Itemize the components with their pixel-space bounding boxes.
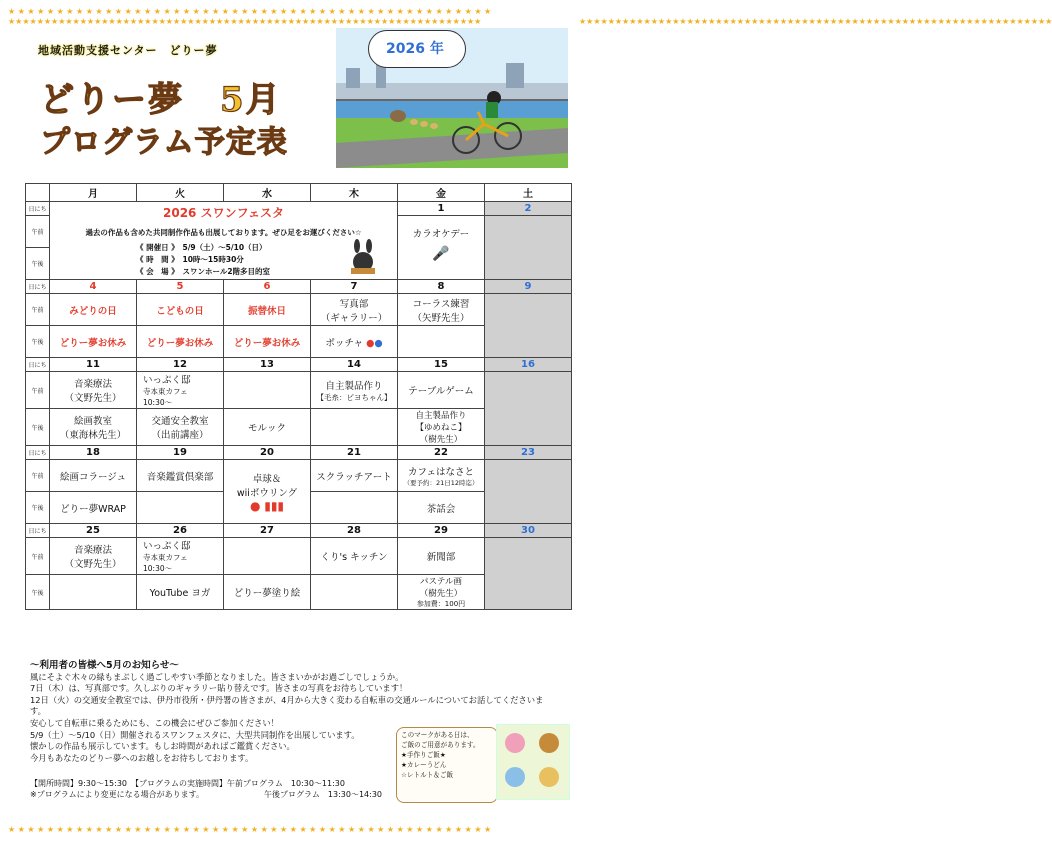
meal-mark-box: このマークがある日は、 ご飯のご用意があります。 ★手作りご飯★ ★カレーうどん ☆レトルト＆ご飯: [396, 727, 498, 803]
program-traffic-safety: 交通安全教室 （出前講座）: [137, 409, 224, 446]
star-border-right: ★★★★★★★★★★★★★★★★★★★★★★★★★★★★★★★★★★★★★★★★★★★★★★★★★★★★★★★★★★★★★★★★★★: [579, 17, 1052, 26]
row-label: 日にち: [26, 202, 50, 216]
star-border-top: ★ ★ ★ ★ ★ ★ ★ ★ ★ ★ ★ ★ ★ ★ ★ ★ ★ ★ ★ ★ ★ ★ ★ ★ ★ ★ ★ ★ ★ ★ ★ ★ ★ ★ ★ ★ ★ ★ ★ ★ ★ ★ ★ ★ ★ ★ ★ ★ ★ ★: [8, 7, 492, 16]
weekday-mon: 月: [50, 184, 137, 202]
program-newspaper: 新聞部: [398, 538, 485, 575]
program-boccia: ボッチャ ●●: [311, 326, 398, 358]
festival-notice-cell: [50, 202, 398, 280]
holiday-label: 振替休日: [224, 294, 311, 326]
program-karaoke: カラオケデー 🎤: [398, 216, 485, 280]
weekday-thu: 木: [311, 184, 398, 202]
festival-title: 2026 スワンフェスタ: [163, 206, 284, 220]
program-cafe-hanasato: カフェはなさと （要予約：21日12時迄）: [398, 460, 485, 492]
animal-characters-illustration: [496, 724, 570, 800]
closed-label: どりー夢お休み: [224, 326, 311, 358]
boccia-ball-icon: ●: [366, 337, 375, 349]
program-scratch-art: スクラッチアート: [311, 460, 398, 492]
holiday-label: みどりの日: [50, 294, 137, 326]
weekday-tue: 火: [137, 184, 224, 202]
week5-date-row: 日にち 25 26 27 28 29 30: [26, 524, 572, 538]
notice-line: 7日（木）は、写真部です。久しぶりのギャラリー貼り替えです。皆さまの写真をお待ちしています！: [30, 683, 408, 694]
week3-date-row: 日にち 11 12 13 14 15 16: [26, 358, 572, 372]
program-kuris-kitchen: くり's キッチン: [311, 538, 398, 575]
program-ippuku: いっぷく邸 寺本東カフェ 10:30～: [137, 538, 224, 575]
date-cell: 1: [398, 202, 485, 216]
notice-line: 懐かしの作品も展示しています。もしお時間があればご鑑賞ください。: [30, 741, 295, 752]
program-tea-party: 茶話会: [398, 492, 485, 524]
week4-date-row: 日にち 18 19 20 21 22 23: [26, 446, 572, 460]
program-table-game: テーブルゲーム: [398, 372, 485, 409]
closed-label: どりー夢お休み: [50, 326, 137, 358]
week1-date-row: [26, 202, 572, 216]
cycling-scene-illustration: [336, 28, 568, 168]
star-border-bottom: ★ ★ ★ ★ ★ ★ ★ ★ ★ ★ ★ ★ ★ ★ ★ ★ ★ ★ ★ ★ ★ ★ ★ ★ ★ ★ ★ ★ ★ ★ ★ ★ ★ ★ ★ ★ ★ ★ ★ ★ ★ ★ ★ ★ ★ ★ ★ ★ ★ ★: [8, 825, 492, 834]
program-music-appreciation: 音楽鑑賞倶楽部: [137, 460, 224, 492]
program-molkky: モルック: [224, 409, 311, 446]
festival-time: 《 時 間 》 10時～15時30分: [136, 255, 244, 264]
festival-desc: 過去の作品も含めた共同制作作品も出展しております。ぜひ足をお運びください☆: [85, 228, 362, 237]
program-wrap: どりー夢WRAP: [50, 492, 137, 524]
weekday-header-row: [26, 184, 572, 202]
notice-line: 安心して自転車に乗るためにも、この機会にぜひご参加ください！: [30, 717, 279, 728]
page-title-line1: どりー夢 5月: [40, 80, 282, 120]
program-chorus: コーラス練習 （矢野先生）: [398, 294, 485, 326]
notice-line: 今月もあなたのどりー夢へのお越しをお待ちしております。: [30, 752, 254, 763]
program-handmade-yumeneko: 自主製品作り 【ゆめねこ】 （樹先生）: [398, 409, 485, 446]
program-calendar: 月 火 水 木 金 土 日にち 2026 スワンフェスタ 過去の作品も含めた共同制作作品も出展しております。ぜひ足をお運びください☆ 《 開催日 》 5/9（土）～5/10（日） 《 時 間 》 10時～15時30分 《 会 場 》 スワンホール2階多目的室 1 2 午前 カラオケデー 🎤 午後 日にち 4 5 6 7 8 9 午前 みどりの日 こどもの日 振替休日 写真部 （ギャラリー） コーラス練習 （矢野先生） 午後 どりー夢お休み どりー夢お休み どりー夢お休み ボッチャ ●● 日にち 11 12 13 14 15 16 午前 音楽療法 （文野先生） いっぷく邸 寺本東カフェ 10:30～ 自主製品作り 【毛糸：ピヨちゃん】 テーブルゲーム 午後 絵画教室 （東海林先生） 交通安全教室 （出前講座） モルック 自主製品作り 【ゆめねこ】 （樹先生） 日にち 18 19 20 21 22 23 午前 絵画コラージュ 音楽鑑賞倶楽部 卓球＆ wiiボウリング ● ▮▮▮ スクラッチアート カフェはなさと （要予約：21日12時迄） 午後 どりー夢WRAP 茶話会 日にち 25 26 27 28 29 30 午前 音楽療法 （文野先生） いっぷく邸 寺本東カフェ 10:30～ くり's キッチン 新聞部 午後 YouTube ヨガ どりー夢塗り絵 パステル画 （樹先生） 参加費：100円: [25, 183, 572, 610]
week2-date-row: 日にち 4 5 6 7 8 9: [26, 280, 572, 294]
holiday-label: こどもの日: [137, 294, 224, 326]
star-border-left: ★★★★★★★★★★★★★★★★★★★★★★★★★★★★★★★★★★★★★★★★★★★★★★★★★★★★★★★★★★★★★★★★★★: [8, 17, 482, 26]
notice-line: 12日（火）の交通安全教室では、伊丹市役所・伊丹署の皆さまが、4月から大きく変わる自転車の交通ルールについてお話してくださいます。: [30, 694, 544, 717]
opening-hours: 【開所時間】9:30～15:30 【プログラムの実施時間】午前プログラム 10:30～11:30 ※プログラムにより変更になる場合があります。 午後プログラム 13:30～14:30: [30, 779, 383, 799]
org-name: 地域活動支援センター どりー夢: [38, 44, 218, 57]
program-table-tennis-bowling: 卓球＆ wiiボウリング ● ▮▮▮: [224, 460, 311, 524]
notice-heading: ～利用者の皆様へ5月のお知らせ～: [30, 660, 179, 671]
weekday-fri: 金: [398, 184, 485, 202]
program-music-therapy: 音楽療法 （文野先生）: [50, 372, 137, 409]
program-coloring: どりー夢塗り絵: [224, 575, 311, 610]
program-ippuku: いっぷく邸 寺本東カフェ 10:30～: [137, 372, 224, 409]
program-handmade-products: 自主製品作り 【毛糸：ピヨちゃん】: [311, 372, 398, 409]
notice-line: 風にそよぐ木々の緑もまぶしく過ごしやすい季節となりました。皆さまいかがお過ごしでしょうか。: [30, 671, 404, 682]
closed-label: どりー夢お休み: [137, 326, 224, 358]
notice-line: 5/9（土）～5/10（日）開催されるスワンフェスタに、大型共同制作を出展しています。: [30, 729, 360, 740]
microphone-icon: 🎤: [432, 246, 450, 262]
year-badge: 2026 年: [386, 41, 444, 57]
program-photo-club: 写真部 （ギャラリー）: [311, 294, 398, 326]
program-youtube-yoga: YouTube ヨガ: [137, 575, 224, 610]
program-collage: 絵画コラージュ: [50, 460, 137, 492]
festival-place: 《 会 場 》 スワンホール2階多目的室: [136, 267, 271, 276]
page-title-line2: プログラム予定表: [40, 125, 288, 160]
date-cell-sat: 2: [485, 202, 572, 216]
program-painting-class: 絵画教室 （東海林先生）: [50, 409, 137, 446]
weekday-wed: 水: [224, 184, 311, 202]
weekday-sat: 土: [485, 184, 572, 202]
program-music-therapy: 音楽療法 （文野先生）: [50, 538, 137, 575]
festival-date: 《 開催日 》 5/9（土）～5/10（日）: [136, 243, 267, 252]
ping-pong-icon: ● ▮▮▮: [249, 498, 285, 513]
program-pastel-art: パステル画 （樹先生） 参加費：100円: [398, 575, 485, 610]
rabbit-illustration: [348, 240, 378, 274]
